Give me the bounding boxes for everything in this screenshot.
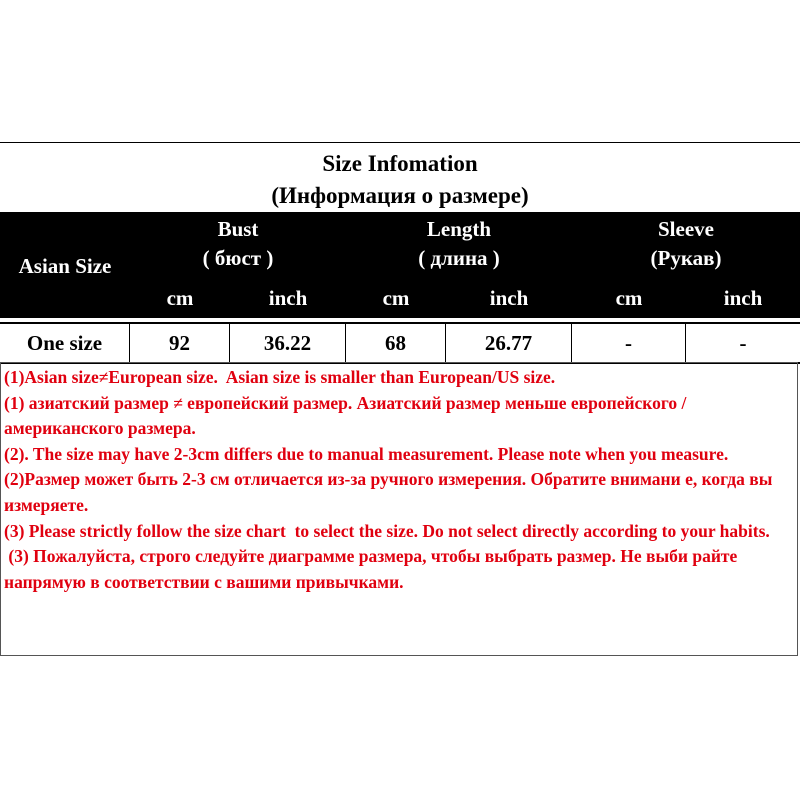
table-row	[0, 322, 800, 364]
table-header	[0, 212, 800, 318]
sleeve-header-local: (Рукав)	[650, 246, 722, 270]
bust-cm-cell: 92	[130, 324, 230, 362]
bust-inch-cell: 36.22	[230, 324, 346, 362]
unit-bust-inch: inch	[268, 286, 308, 310]
length-cm-cell: 68	[346, 324, 446, 362]
length-header: Length	[426, 217, 492, 241]
asian-size-header: Asian Size	[18, 254, 112, 278]
unit-length-cm: cm	[382, 286, 410, 310]
title-english: Size Infomation	[322, 151, 478, 176]
unit-sleeve-inch: inch	[723, 286, 763, 310]
note-3-en: (3) Please strictly follow the size chart to select the size. Do not select directly according to your habits.	[4, 520, 770, 541]
note-2-en: (2). The size may have 2-3cm differs due to manual measurement. Please note when you measure.	[4, 443, 729, 464]
length-header-local: ( длина )	[418, 246, 500, 270]
title-russian: (Информация о размере)	[271, 183, 529, 208]
note-3-ru: (3) Пожалуйста, строго следуйте диаграмме размера, чтобы выбрать размер. Не выби райте напрямую в соответствии с вашими привычками.	[4, 546, 742, 592]
note-1-en: (1)Asian size≠European size. Asian size is smaller than European/US size.	[4, 367, 556, 387]
size-chart	[0, 142, 800, 658]
bust-header-local: ( бюст )	[202, 246, 274, 270]
size-cell: One size	[0, 324, 130, 362]
length-inch-cell: 26.77	[446, 324, 572, 362]
title-block	[0, 142, 800, 213]
unit-sleeve-cm: cm	[615, 286, 643, 310]
unit-bust-cm: cm	[166, 286, 194, 310]
note-2-ru: (2)Размер может быть 2-3 см отличается из-за ручного измерения. Обратите внимани е, когда вы измеряете.	[4, 469, 777, 515]
sleeve-inch-cell: -	[739, 331, 747, 355]
bust-header: Bust	[217, 217, 259, 241]
sleeve-cm-cell: -	[572, 324, 686, 362]
note-1-ru: (1) азиатский размер ≠ европейский размер. Азиатский размер меньше европейского / американского размера.	[4, 392, 691, 439]
sleeve-header: Sleeve	[658, 217, 714, 241]
unit-length-inch: inch	[489, 286, 529, 310]
size-notes	[0, 362, 798, 656]
